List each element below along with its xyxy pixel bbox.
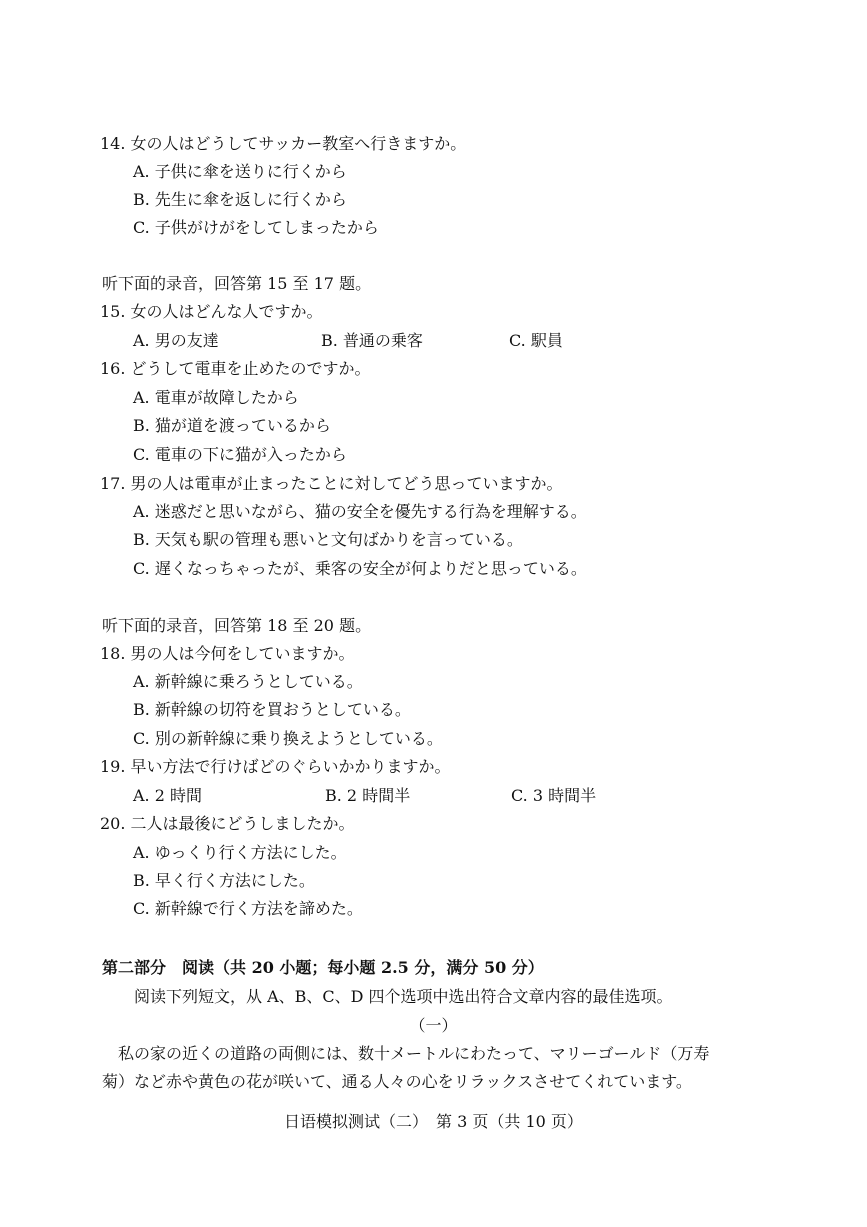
q19-option-b: B. 2 時間半 xyxy=(325,786,411,805)
option-q17c: C. 遅くなっちゃったが、乗客の安全が何よりだと思っている。 xyxy=(133,559,587,578)
option-q18a: A. 新幹線に乗ろうとしている。 xyxy=(133,672,363,691)
question-q15: 15. 女の人はどんな人ですか。 xyxy=(100,302,323,321)
question-q19: 19. 早い方法で行けばどのぐらいかかりますか。 xyxy=(100,757,451,776)
option-q20b: B. 早く行く方法にした。 xyxy=(133,871,315,890)
section-intro-intro2: 听下面的录音，回答第 15 至 17 题。 xyxy=(102,274,372,293)
question-q20: 20. 二人は最後にどうしましたか。 xyxy=(100,814,355,833)
option-q20c: C. 新幹線で行く方法を諦めた。 xyxy=(133,899,363,918)
question-q16: 16. どうして電車を止めたのですか。 xyxy=(100,359,371,378)
option-q20a: A. ゆっくり行く方法にした。 xyxy=(133,843,347,862)
option-q17a: A. 迷惑だと思いながら、猫の安全を優先する行為を理解する。 xyxy=(133,502,587,521)
option-q18c: C. 別の新幹線に乗り換えようとしている。 xyxy=(133,729,443,748)
passage-line-2: 菊）など赤や黄色の花が咲いて、通る人々の心をリラックスさせてくれています。 xyxy=(102,1072,692,1091)
q15-option-c: C. 駅員 xyxy=(509,331,563,350)
page-footer: 日语模拟测试（二） 第 3 页（共 10 页） xyxy=(284,1112,583,1131)
q15-option-b: B. 普通の乗客 xyxy=(321,331,423,350)
question-q18: 18. 男の人は今何をしていますか。 xyxy=(100,644,355,663)
question-q14: 14. 女の人はどうしてサッカー教室へ行きますか。 xyxy=(100,134,467,153)
option-q16b: B. 猫が道を渡っているから xyxy=(133,416,331,435)
q15-option-a: A. 男の友達 xyxy=(133,331,219,350)
option-q18b: B. 新幹線の切符を買おうとしている。 xyxy=(133,700,411,719)
option-q14b: B. 先生に傘を返しに行くから xyxy=(133,190,347,209)
option-q16a: A. 電車が故障したから xyxy=(133,388,299,407)
question-q17: 17. 男の人は電車が止まったことに対してどう思っていますか。 xyxy=(100,474,563,493)
option-q14c: C. 子供がけがをしてしまったから xyxy=(133,218,379,237)
section-intro-intro3: 听下面的录音，回答第 18 至 20 题。 xyxy=(102,616,372,635)
passage-line-1: 私の家の近くの道路の両側には、数十メートルにわたって、マリーゴールド（万寿 xyxy=(118,1044,710,1063)
q19-option-c: C. 3 時間半 xyxy=(511,786,597,805)
part2-heading: 第二部分 阅读（共 20 小题；每小题 2.5 分，满分 50 分） xyxy=(102,958,544,977)
option-q17b: B. 天気も駅の管理も悪いと文句ばかりを言っている。 xyxy=(133,530,523,549)
q19-option-a: A. 2 時間 xyxy=(133,786,202,805)
option-q14a: A. 子供に傘を送りに行くから xyxy=(133,162,347,181)
option-q16c: C. 電車の下に猫が入ったから xyxy=(133,445,347,464)
part2-instruction: 阅读下列短文，从 A、B、C、D 四个选项中选出符合文章内容的最佳选项。 xyxy=(134,987,673,1006)
section-number: （一） xyxy=(409,1016,458,1035)
